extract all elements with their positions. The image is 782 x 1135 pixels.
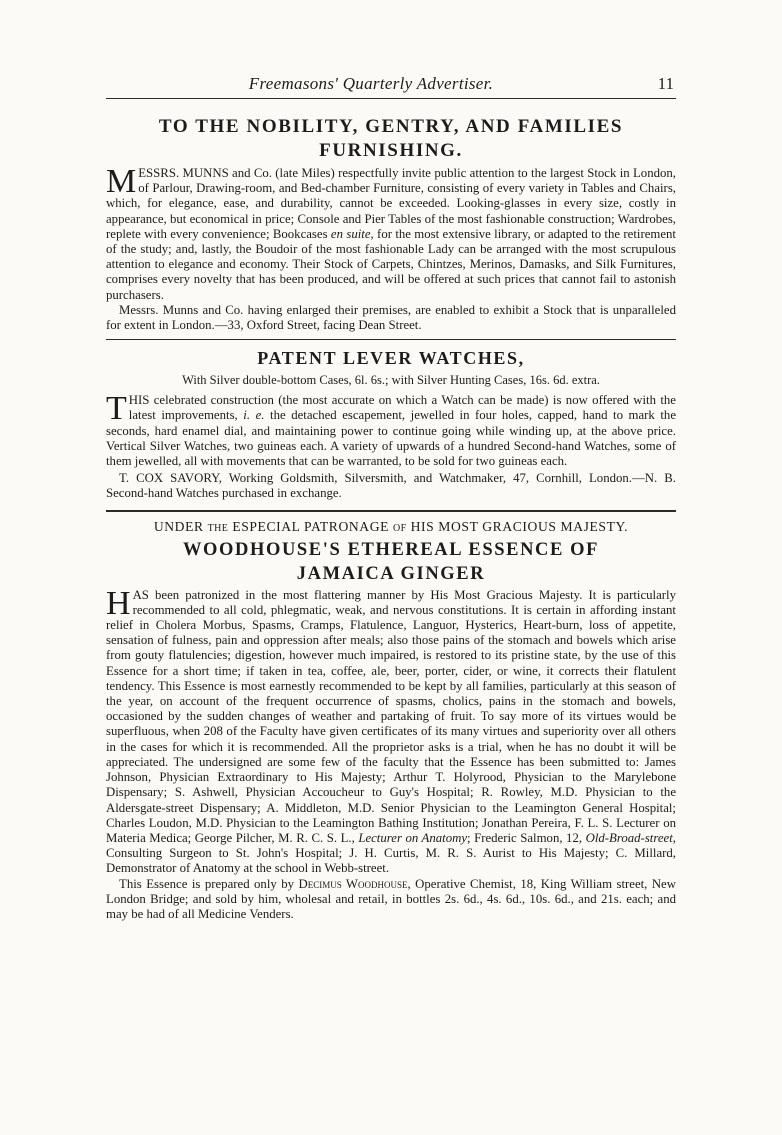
watches-title: PATENT LEVER WATCHES, bbox=[257, 348, 525, 369]
furnishing-advertisement bbox=[106, 115, 676, 333]
ginger-advertisement bbox=[106, 518, 676, 922]
ginger-vendor bbox=[106, 877, 676, 923]
running-title: Freemasons' Quarterly Advertiser. bbox=[248, 74, 494, 93]
furnishing-text-b: , for the most extensive library, or adapted to the retirement of the study; and, lastly, the Boudoir of the most fashionable Lady can be arranged with the most scrupulous attention to elegance and economy. Their Stock of Carpets, Chintzes, Merinos, Damasks, and Silk Furnitures, comprises every novelty that has been produced, and will be offered at such prices that cannot fail to astonish purchasers. bbox=[106, 226, 676, 302]
ginger-title-line-2: JAMAICA GINGER bbox=[296, 563, 486, 584]
page-number: 11 bbox=[657, 74, 674, 93]
ginger-vendor-a: This Essence is prepared only by bbox=[119, 876, 299, 891]
patronage-small-word: OF bbox=[393, 522, 407, 534]
furnishing-title-line-2: FURNISHING. bbox=[319, 140, 463, 161]
ginger-text-italic: Old-Broad-street bbox=[585, 830, 673, 845]
watches-text-italic: i. e. bbox=[243, 408, 265, 423]
furnishing-body bbox=[106, 163, 676, 303]
drop-cap: M bbox=[106, 163, 137, 200]
patronage-word: UNDER bbox=[153, 518, 204, 534]
watches-address: T. COX SAVORY, Working Goldsmith, Silversmith, and Watchmaker, 47, Cornhill, London.—N. B. Second-hand Watches purchased in exchange. bbox=[106, 471, 676, 501]
patronage-word: HIS MOST GRACIOUS MAJESTY. bbox=[410, 518, 629, 534]
furnishing-address: Messrs. Munns and Co. having enlarged their premises, are enabled to exhibit a Stock that is unparalleled for extent in London.—33, Oxford Street, facing Dean Street. bbox=[106, 302, 676, 333]
ginger-body bbox=[106, 584, 676, 877]
furnishing-text-italic: en suite bbox=[330, 226, 371, 241]
ginger-text-italic: Lecturer on Anatomy bbox=[358, 830, 468, 845]
furnishing-text-a: ESSRS. MUNNS and Co. (late Miles) respectfully invite public attention to the largest Stock in London, of Parlour, Drawing-room, and Bed-chamber Furniture, consisting of every variety in Tables and Chairs, which, for elegance, ease, and durability, cannot be exceeded. Looking-glasses in every size, costly in appearance, but economical in price; Console and Pier Tables of the most fashionable construction; Wardrobes, replete with every convenience; Bookcases bbox=[106, 166, 676, 241]
watches-text-a: HIS celebrated construction (the most accurate on which a Watch can be made) is now offered with the latest improvements, bbox=[128, 393, 676, 423]
watches-body bbox=[106, 390, 676, 469]
patronage-word: ESPECIAL PATRONAGE bbox=[232, 518, 390, 534]
ginger-vendor-b: , Operative Chemist, 18, King William street, New London Bridge; and sold by him, wholesal and retail, in bottles 2s. 6d., 4s. 6d., 10s. 6d., and 21s. each; and may be had of all Medicine Venders. bbox=[106, 876, 676, 921]
ginger-text-c: , Consulting Surgeon to St. John's Hospital; J. H. Curtis, M. R. S. Aurist to His Majesty; C. Millard, Demonstrator of Anatomy at the school in Webb-street. bbox=[106, 830, 676, 876]
running-header bbox=[106, 72, 676, 99]
ginger-text-a: AS been patronized in the most flattering manner by His Most Gracious Majesty. It is particularly recommended to all cold, phlegmatic, weak, and nervous constitutions. It is certain in affording instant relief in Cholera Morbus, Spasms, Cramps, Flatulence, Languor, Hysterics, Heart-burn, loss of appetite, sensation of fulness, pain and oppression after meals; also those pains of the stomach and bowels which arise from gouty flatulencies; digestion, however much impaired, is restored to its pristine state, by the use of this Essence for a short time; if taken in tea, coffee, ale, beer, porter, cider, or wine, it corrects their flatulent tendency. This Essence is most earnestly recommended to be kept by all families, particularly at this season of the year, on account of the frequent occurrence of spasms, cholics, pains in the stomach and bowels, occasioned by the sudden changes of weather and partaking of fruit. To say more of its virtues would be superfluous, when 208 of the Faculty have given certificates of its many virtues and superiority over all others in the cases for which it is recommended. All the proprietor asks is a trial, when he has no doubt it will be appreciated. The undersigned are some few of the faculty that the Essence has been submitted to: James Johnson, Physician Extraordinary to His Majesty; Arthur T. Holyrood, Physician to the Marylebone Dispensary; S. Ashwell, Physician Accoucheur to Guy's Hospital; R. Rowley, M.D. Physician to the Aldersgate-street Dispensary; A. Middleton, M.D. Senior Physician to the Leamington General Hospital; Charles Loudon, M.D. Physician to the Leamington Bathing Institution; Jonathan Pereira, F. L. S. Lecturer on Materia Medica; George Pilcher, M. R. C. S. L., bbox=[106, 587, 676, 845]
divider bbox=[106, 510, 676, 512]
ginger-text-b: ; Frederic Salmon, 12, bbox=[467, 830, 586, 845]
patronage-small-word: THE bbox=[207, 522, 229, 534]
ginger-title-line-1: WOODHOUSE'S ETHEREAL ESSENCE OF bbox=[182, 539, 600, 560]
watches-text-b: the detached escapement, jewelled in four holes, capped, hand to mark the seconds, hard enamel dial, and maintaining power to continue going while winding up, at the above price. Vertical Silver Watches, two guineas each. A variety of upwards of a hundred Second-hand Watches, some of them jewelled, all with movements that can be warranted, to be sold for two guineas each. bbox=[106, 408, 676, 469]
ginger-vendor-name: Decimus Woodhouse bbox=[298, 876, 408, 891]
advertiser-page bbox=[106, 72, 676, 922]
drop-cap: T bbox=[106, 390, 127, 428]
drop-cap: H bbox=[106, 584, 131, 622]
patronage-line bbox=[106, 518, 676, 538]
watches-advertisement bbox=[106, 346, 676, 501]
divider bbox=[106, 339, 676, 340]
watches-subtitle: With Silver double-bottom Cases, 6l. 6s.; with Silver Hunting Cases, 16s. 6d. extra. bbox=[182, 373, 600, 388]
furnishing-title-line-1: TO THE NOBILITY, GENTRY, AND FAMILIES bbox=[158, 116, 624, 137]
